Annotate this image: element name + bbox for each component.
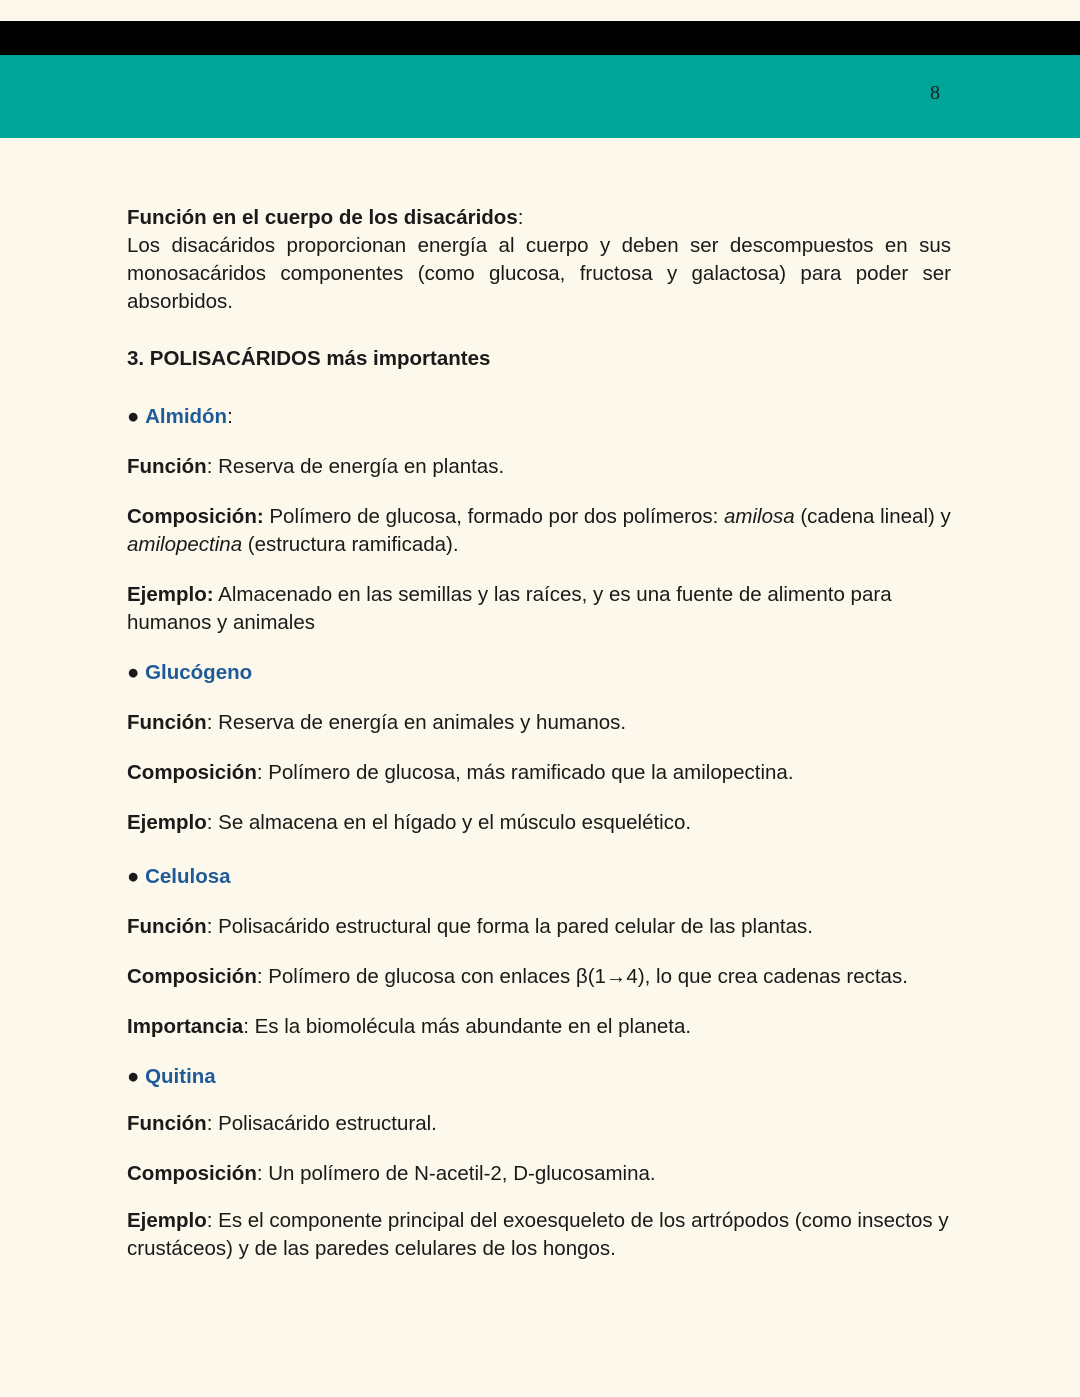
bullet-icon: ●: [127, 405, 140, 428]
bullet-icon: ●: [127, 1065, 140, 1088]
quitina-title: ● Quitina: [127, 1065, 216, 1088]
disacaridos-paragraph: Los disacáridos proporcionan energía al cuerpo y deben ser descompuestos en sus monosacáridos componentes (como glucosa, fructosa y galactosa) para poder ser absorbidos.: [127, 234, 951, 313]
bullet-icon: ●: [127, 661, 140, 684]
section-title: 3. POLISACÁRIDOS más importantes: [127, 347, 491, 370]
almidon-funcion: Función: Reserva de energía en plantas.: [127, 455, 505, 478]
quitina-composicion: Composición: Un polímero de N-acetil-2, D-glucosamina.: [127, 1162, 656, 1185]
almidon-composicion: Composición: Polímero de glucosa, formado por dos polímeros: amilosa (cadena lineal) y amilopectina (estructura ramificada).: [127, 505, 951, 556]
glucogeno-funcion: Función: Reserva de energía en animales y humanos.: [127, 711, 627, 734]
quitina-ejemplo: Ejemplo: Es el componente principal del exoesqueleto de los artrópodos (como insectos y crustáceos) y de las paredes celulares de los hongos.: [127, 1209, 949, 1260]
celulosa-composicion: Composición: Polímero de glucosa con enlaces β(1→4), lo que crea cadenas rectas.: [127, 965, 908, 988]
celulosa-importancia: Importancia: Es la biomolécula más abundante en el planeta.: [127, 1015, 692, 1038]
top-black-bar: [0, 21, 1080, 55]
glucogeno-ejemplo: Ejemplo: Se almacena en el hígado y el músculo esquelético.: [127, 811, 692, 834]
bullet-icon: ●: [127, 865, 140, 888]
almidon-ejemplo: Ejemplo: Almacenado en las semillas y las raíces, y es una fuente de alimento para humanos y animales: [127, 583, 892, 634]
quitina-funcion: Función: Polisacárido estructural.: [127, 1112, 437, 1135]
celulosa-funcion: Función: Polisacárido estructural que forma la pared celular de las plantas.: [127, 915, 813, 938]
almidon-title: ● Almidón:: [127, 405, 233, 428]
disacaridos-heading: Función en el cuerpo de los disacáridos:: [127, 206, 524, 229]
glucogeno-composicion: Composición: Polímero de glucosa, más ramificado que la amilopectina.: [127, 761, 794, 784]
celulosa-title: ● Celulosa: [127, 865, 231, 888]
page-content: [127, 204, 951, 1263]
glucogeno-title: ● Glucógeno: [127, 661, 253, 684]
header-band: [0, 55, 1080, 138]
page-number: 8: [930, 82, 940, 104]
